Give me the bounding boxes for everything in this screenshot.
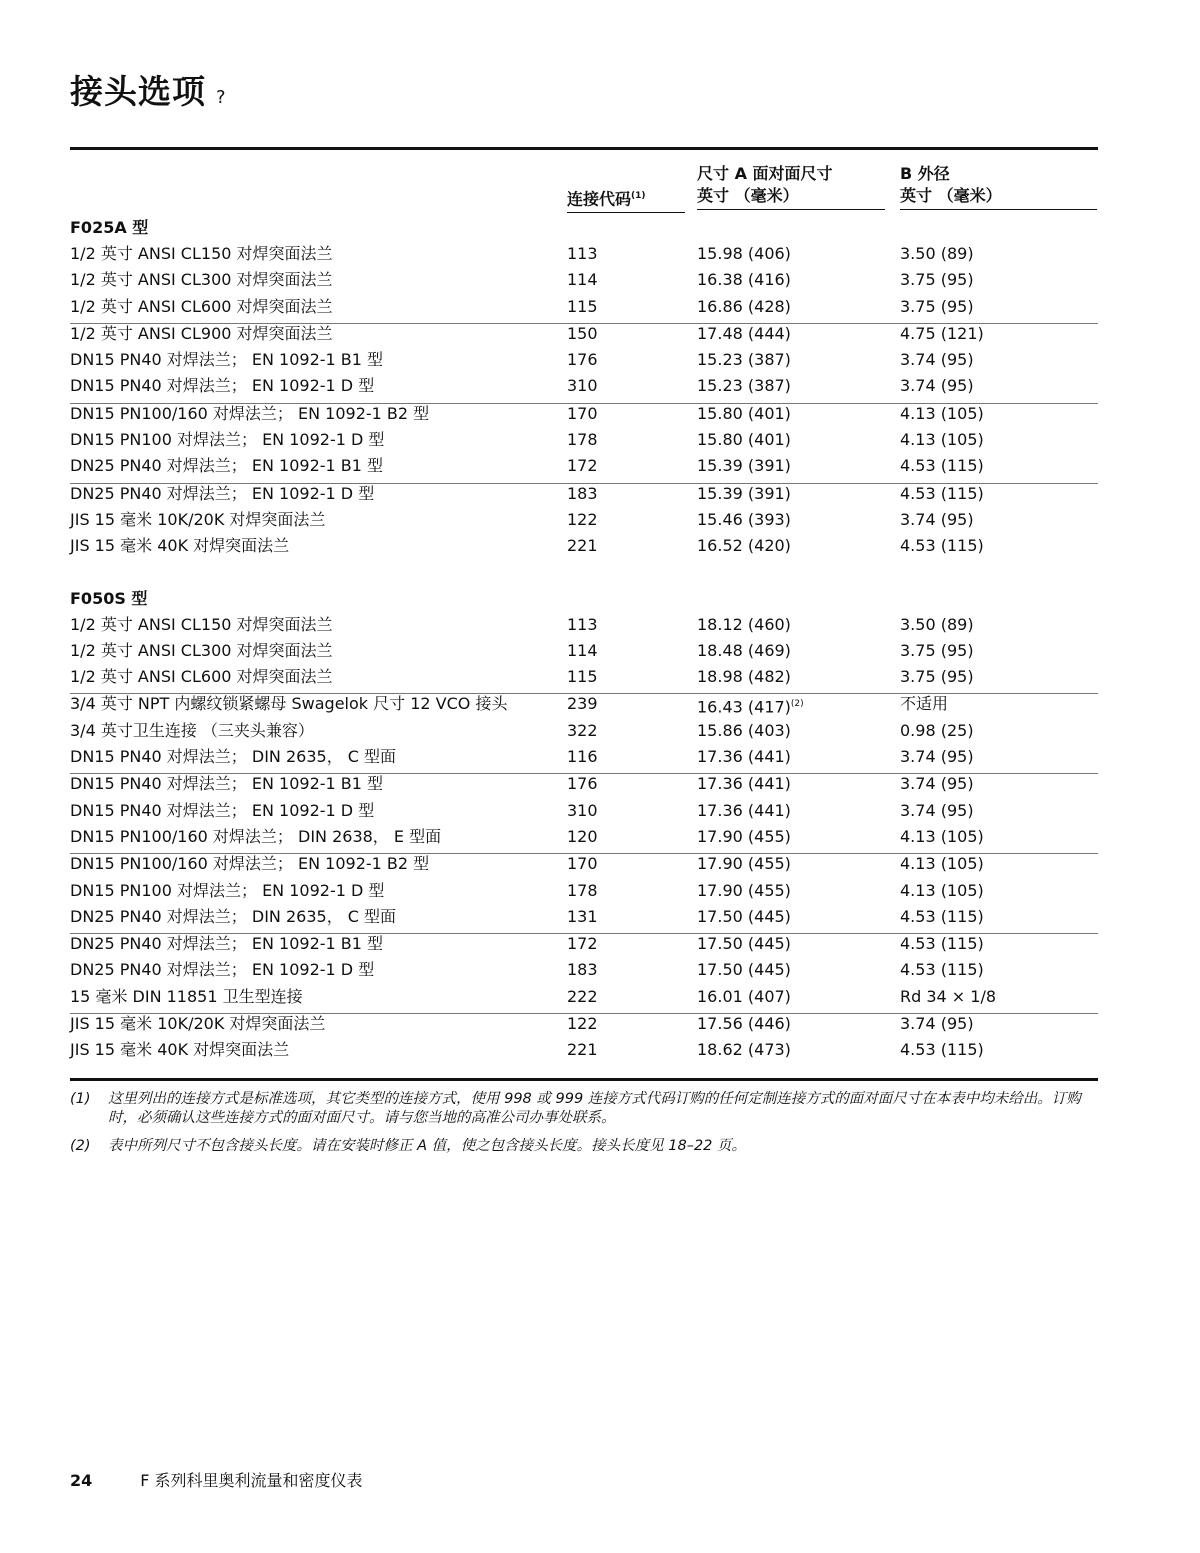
connection-code: 178	[567, 880, 598, 900]
table-row	[70, 297, 1098, 323]
table-row	[70, 323, 1098, 350]
table-row	[70, 987, 1098, 1013]
dimension-b: 3.75 (95)	[900, 640, 974, 660]
dimension-b: 4.53 (115)	[900, 906, 984, 926]
connection-code: 120	[567, 826, 598, 846]
connection-code: 170	[567, 403, 598, 423]
connection-description: DN15 PN100/160 对焊法兰； EN 1092-1 B2 型	[70, 854, 430, 874]
connection-code: 150	[567, 323, 598, 343]
connection-description: DN15 PN100/160 对焊法兰； EN 1092-1 B2 型	[70, 403, 430, 423]
dimension-a: 17.48 (444)	[697, 323, 791, 343]
table-row	[70, 853, 1098, 880]
dimension-a: 15.23 (387)	[697, 350, 791, 370]
connection-code: 322	[567, 720, 598, 740]
section-spacer	[70, 563, 1098, 589]
connection-description: DN25 PN40 对焊法兰； DIN 2635， C 型面	[70, 906, 397, 926]
dimension-b: 3.74 (95)	[900, 350, 974, 370]
dimension-b: 4.53 (115)	[900, 536, 984, 556]
dimension-b: 3.74 (95)	[900, 1014, 974, 1034]
dimension-a: 17.36 (441)	[697, 774, 791, 794]
connection-code: 115	[567, 296, 598, 316]
dimension-b: 3.74 (95)	[900, 509, 974, 529]
header-dimension-b: B 外径 英寸 （毫米）	[900, 163, 1097, 210]
page-number: 24	[70, 1471, 93, 1490]
dimension-a: 17.90 (455)	[697, 826, 791, 846]
dimension-a: 17.50 (445)	[697, 906, 791, 926]
dimension-b: 3.50 (89)	[900, 614, 974, 634]
table-row	[70, 483, 1098, 510]
document-title: F 系列科里奥利流量和密度仪表	[140, 1471, 363, 1490]
dimension-a: 17.90 (455)	[697, 854, 791, 874]
table-row	[70, 693, 1098, 720]
connection-description: DN15 PN40 对焊法兰； EN 1092-1 B1 型	[70, 350, 384, 370]
connection-code: 310	[567, 800, 598, 820]
table-row	[70, 1040, 1098, 1066]
dimension-b: 4.13 (105)	[900, 403, 984, 423]
dimension-b: 3.75 (95)	[900, 667, 974, 687]
dimension-b: 4.53 (115)	[900, 456, 984, 476]
connection-code: 116	[567, 747, 598, 767]
connection-description: DN15 PN40 对焊法兰； EN 1092-1 D 型	[70, 376, 375, 396]
connection-code: 221	[567, 1040, 598, 1060]
connection-code: 221	[567, 536, 598, 556]
table-row	[70, 933, 1098, 960]
dimension-a: 16.38 (416)	[697, 270, 791, 290]
table-row	[70, 747, 1098, 773]
connection-code: 222	[567, 986, 598, 1006]
dimension-b: 3.74 (95)	[900, 774, 974, 794]
dimension-a: 15.98 (406)	[697, 244, 791, 263]
connection-options-table	[70, 218, 1098, 1067]
connection-description: DN25 PN40 对焊法兰； EN 1092-1 D 型	[70, 960, 375, 980]
connection-description: 1/2 英寸 ANSI CL300 对焊突面法兰	[70, 640, 333, 660]
dimension-a: 16.01 (407)	[697, 986, 791, 1006]
connection-code: 178	[567, 430, 598, 450]
connection-description: JIS 15 毫米 10K/20K 对焊突面法兰	[70, 509, 326, 529]
table-row	[70, 667, 1098, 693]
dimension-a: 15.86 (403)	[697, 720, 791, 740]
dimension-a: 17.50 (445)	[697, 934, 791, 954]
dimension-a: 15.39 (391)	[697, 456, 791, 476]
header-dimension-a: 尺寸 A 面对面尺寸 英寸 （毫米）	[697, 163, 885, 210]
section-heading: F050S 型	[70, 588, 148, 608]
connection-description: JIS 15 毫米 40K 对焊突面法兰	[70, 536, 290, 556]
dimension-a: 15.46 (393)	[697, 509, 791, 529]
top-rule	[70, 147, 1098, 150]
connection-description: 1/2 英寸 ANSI CL600 对焊突面法兰	[70, 296, 333, 316]
dimension-b: 3.75 (95)	[900, 296, 974, 316]
connection-code: 239	[567, 694, 598, 714]
dimension-b: 4.13 (105)	[900, 430, 984, 450]
connection-code: 113	[567, 244, 598, 263]
dimension-b: 不适用	[900, 694, 949, 714]
dimension-b: 4.53 (115)	[900, 483, 984, 503]
connection-code: 113	[567, 614, 598, 634]
connection-description: DN15 PN40 对焊法兰； EN 1092-1 D 型	[70, 800, 375, 820]
dimension-a: 17.50 (445)	[697, 960, 791, 980]
connection-description: DN15 PN40 对焊法兰； EN 1092-1 B1 型	[70, 774, 384, 794]
connection-description: 1/2 英寸 ANSI CL150 对焊突面法兰	[70, 244, 333, 263]
dimension-b: 4.13 (105)	[900, 854, 984, 874]
connection-description: 1/2 英寸 ANSI CL900 对焊突面法兰	[70, 323, 333, 343]
connection-code: 183	[567, 960, 598, 980]
table-row	[70, 403, 1098, 430]
dimension-b: 3.74 (95)	[900, 376, 974, 396]
connection-code: 172	[567, 456, 598, 476]
connection-description: 15 毫米 DIN 11851 卫生型连接	[70, 986, 303, 1006]
connection-code: 122	[567, 509, 598, 529]
dimension-a: 18.12 (460)	[697, 614, 791, 634]
footnote-2: (2) 表中所列尺寸不包含接头长度。请在安装时修正 A 值，使之包含接头长度。接头长度见 18–22 页。	[70, 1138, 747, 1154]
connection-description: DN15 PN100 对焊法兰； EN 1092-1 D 型	[70, 880, 385, 900]
connection-description: DN15 PN100/160 对焊法兰； DIN 2638， E 型面	[70, 826, 442, 846]
connection-description: 3/4 英寸卫生连接 （三夹头兼容）	[70, 720, 314, 740]
dimension-a: 18.62 (473)	[697, 1040, 791, 1060]
dimension-a: 16.43 $(417)^{(2)}$	[697, 697, 804, 717]
connection-code: 176	[567, 350, 598, 370]
dimension-b: 4.75 (121)	[900, 323, 984, 343]
dimension-b: 4.53 (115)	[900, 1040, 984, 1060]
connection-description: DN25 PN40 对焊法兰； EN 1092-1 B1 型	[70, 934, 384, 954]
title-mark: ?	[216, 87, 227, 108]
dimension-a: 16.86 (428)	[697, 296, 791, 316]
dimension-b: 3.74 (95)	[900, 800, 974, 820]
dimension-a: 17.36 (441)	[697, 747, 791, 767]
connection-code: 183	[567, 483, 598, 503]
dimension-a: 16.52 (420)	[697, 536, 791, 556]
connection-description: DN15 PN100 对焊法兰； EN 1092-1 D 型	[70, 430, 385, 450]
connection-description: 1/2 英寸 ANSI CL300 对焊突面法兰	[70, 270, 333, 290]
connection-description: DN25 PN40 对焊法兰； EN 1092-1 D 型	[70, 483, 375, 503]
connection-code: 172	[567, 934, 598, 954]
dimension-b: 3.74 (95)	[900, 747, 974, 767]
table-row	[70, 536, 1098, 562]
connection-description: DN15 PN40 对焊法兰； DIN 2635， C 型面	[70, 747, 397, 767]
dimension-b: 3.50 (89)	[900, 244, 974, 263]
dimension-a: 18.98 (482)	[697, 667, 791, 687]
dimension-a: 15.23 (387)	[697, 376, 791, 396]
connection-description: 3/4 英寸 NPT 内螺纹锁紧螺母 Swagelok 尺寸 12 VCO 接头	[70, 694, 508, 714]
connection-code: 115	[567, 667, 598, 687]
connection-description: JIS 15 毫米 40K 对焊突面法兰	[70, 1040, 290, 1060]
page-footer	[70, 1468, 363, 1491]
connection-code: 131	[567, 906, 598, 926]
dimension-b: 4.13 (105)	[900, 826, 984, 846]
connection-description: JIS 15 毫米 10K/20K 对焊突面法兰	[70, 1014, 326, 1034]
dimension-b: 0.98 (25)	[900, 720, 974, 740]
footnote-1: (1) 这里列出的连接方式是标准选项，其它类型的连接方式，使用 998 或 999 连接方式代码订购的任何定制连接方式的面对面尺寸在本表中均未给出。订购时，必须确认这些连接方式的面对面尺寸。请与您当地的高准公司办事处联系。	[70, 1091, 1081, 1126]
dimension-b: 3.75 (95)	[900, 270, 974, 290]
table-row	[70, 1013, 1098, 1040]
bottom-rule	[70, 1078, 1098, 1081]
dimension-a: 17.90 (455)	[697, 880, 791, 900]
connection-code: 122	[567, 1014, 598, 1034]
connection-description: 1/2 英寸 ANSI CL600 对焊突面法兰	[70, 667, 333, 687]
section-heading: F025A 型	[70, 218, 149, 237]
table-row	[70, 907, 1098, 933]
connection-code: 310	[567, 376, 598, 396]
connection-code: 176	[567, 774, 598, 794]
connection-code: 114	[567, 270, 598, 290]
footnote-ref: (2)	[790, 699, 804, 710]
connection-description: 1/2 英寸 ANSI CL150 对焊突面法兰	[70, 614, 333, 634]
connection-code: 114	[567, 640, 598, 660]
dimension-a: 15.80 (401)	[697, 403, 791, 423]
dimension-b: Rd 34 × 1/8	[900, 986, 997, 1006]
table-row	[70, 827, 1098, 853]
dimension-b: 4.53 (115)	[900, 934, 984, 954]
dimension-a: 18.48 (469)	[697, 640, 791, 660]
connection-description: DN25 PN40 对焊法兰； EN 1092-1 B1 型	[70, 456, 384, 476]
dimension-b: 4.53 (115)	[900, 960, 984, 980]
header-code: 连接代码$^{(1)}$	[567, 185, 685, 213]
connection-code: 170	[567, 854, 598, 874]
table-row	[70, 376, 1098, 402]
page-title: 接头选项 ?	[70, 72, 227, 111]
dimension-a: 17.36 (441)	[697, 800, 791, 820]
dimension-b: 4.13 (105)	[900, 880, 984, 900]
dimension-a: 15.80 (401)	[697, 430, 791, 450]
table-row	[70, 773, 1098, 800]
dimension-a: 17.56 (446)	[697, 1014, 791, 1034]
table-row	[70, 456, 1098, 482]
dimension-a: 15.39 (391)	[697, 483, 791, 503]
